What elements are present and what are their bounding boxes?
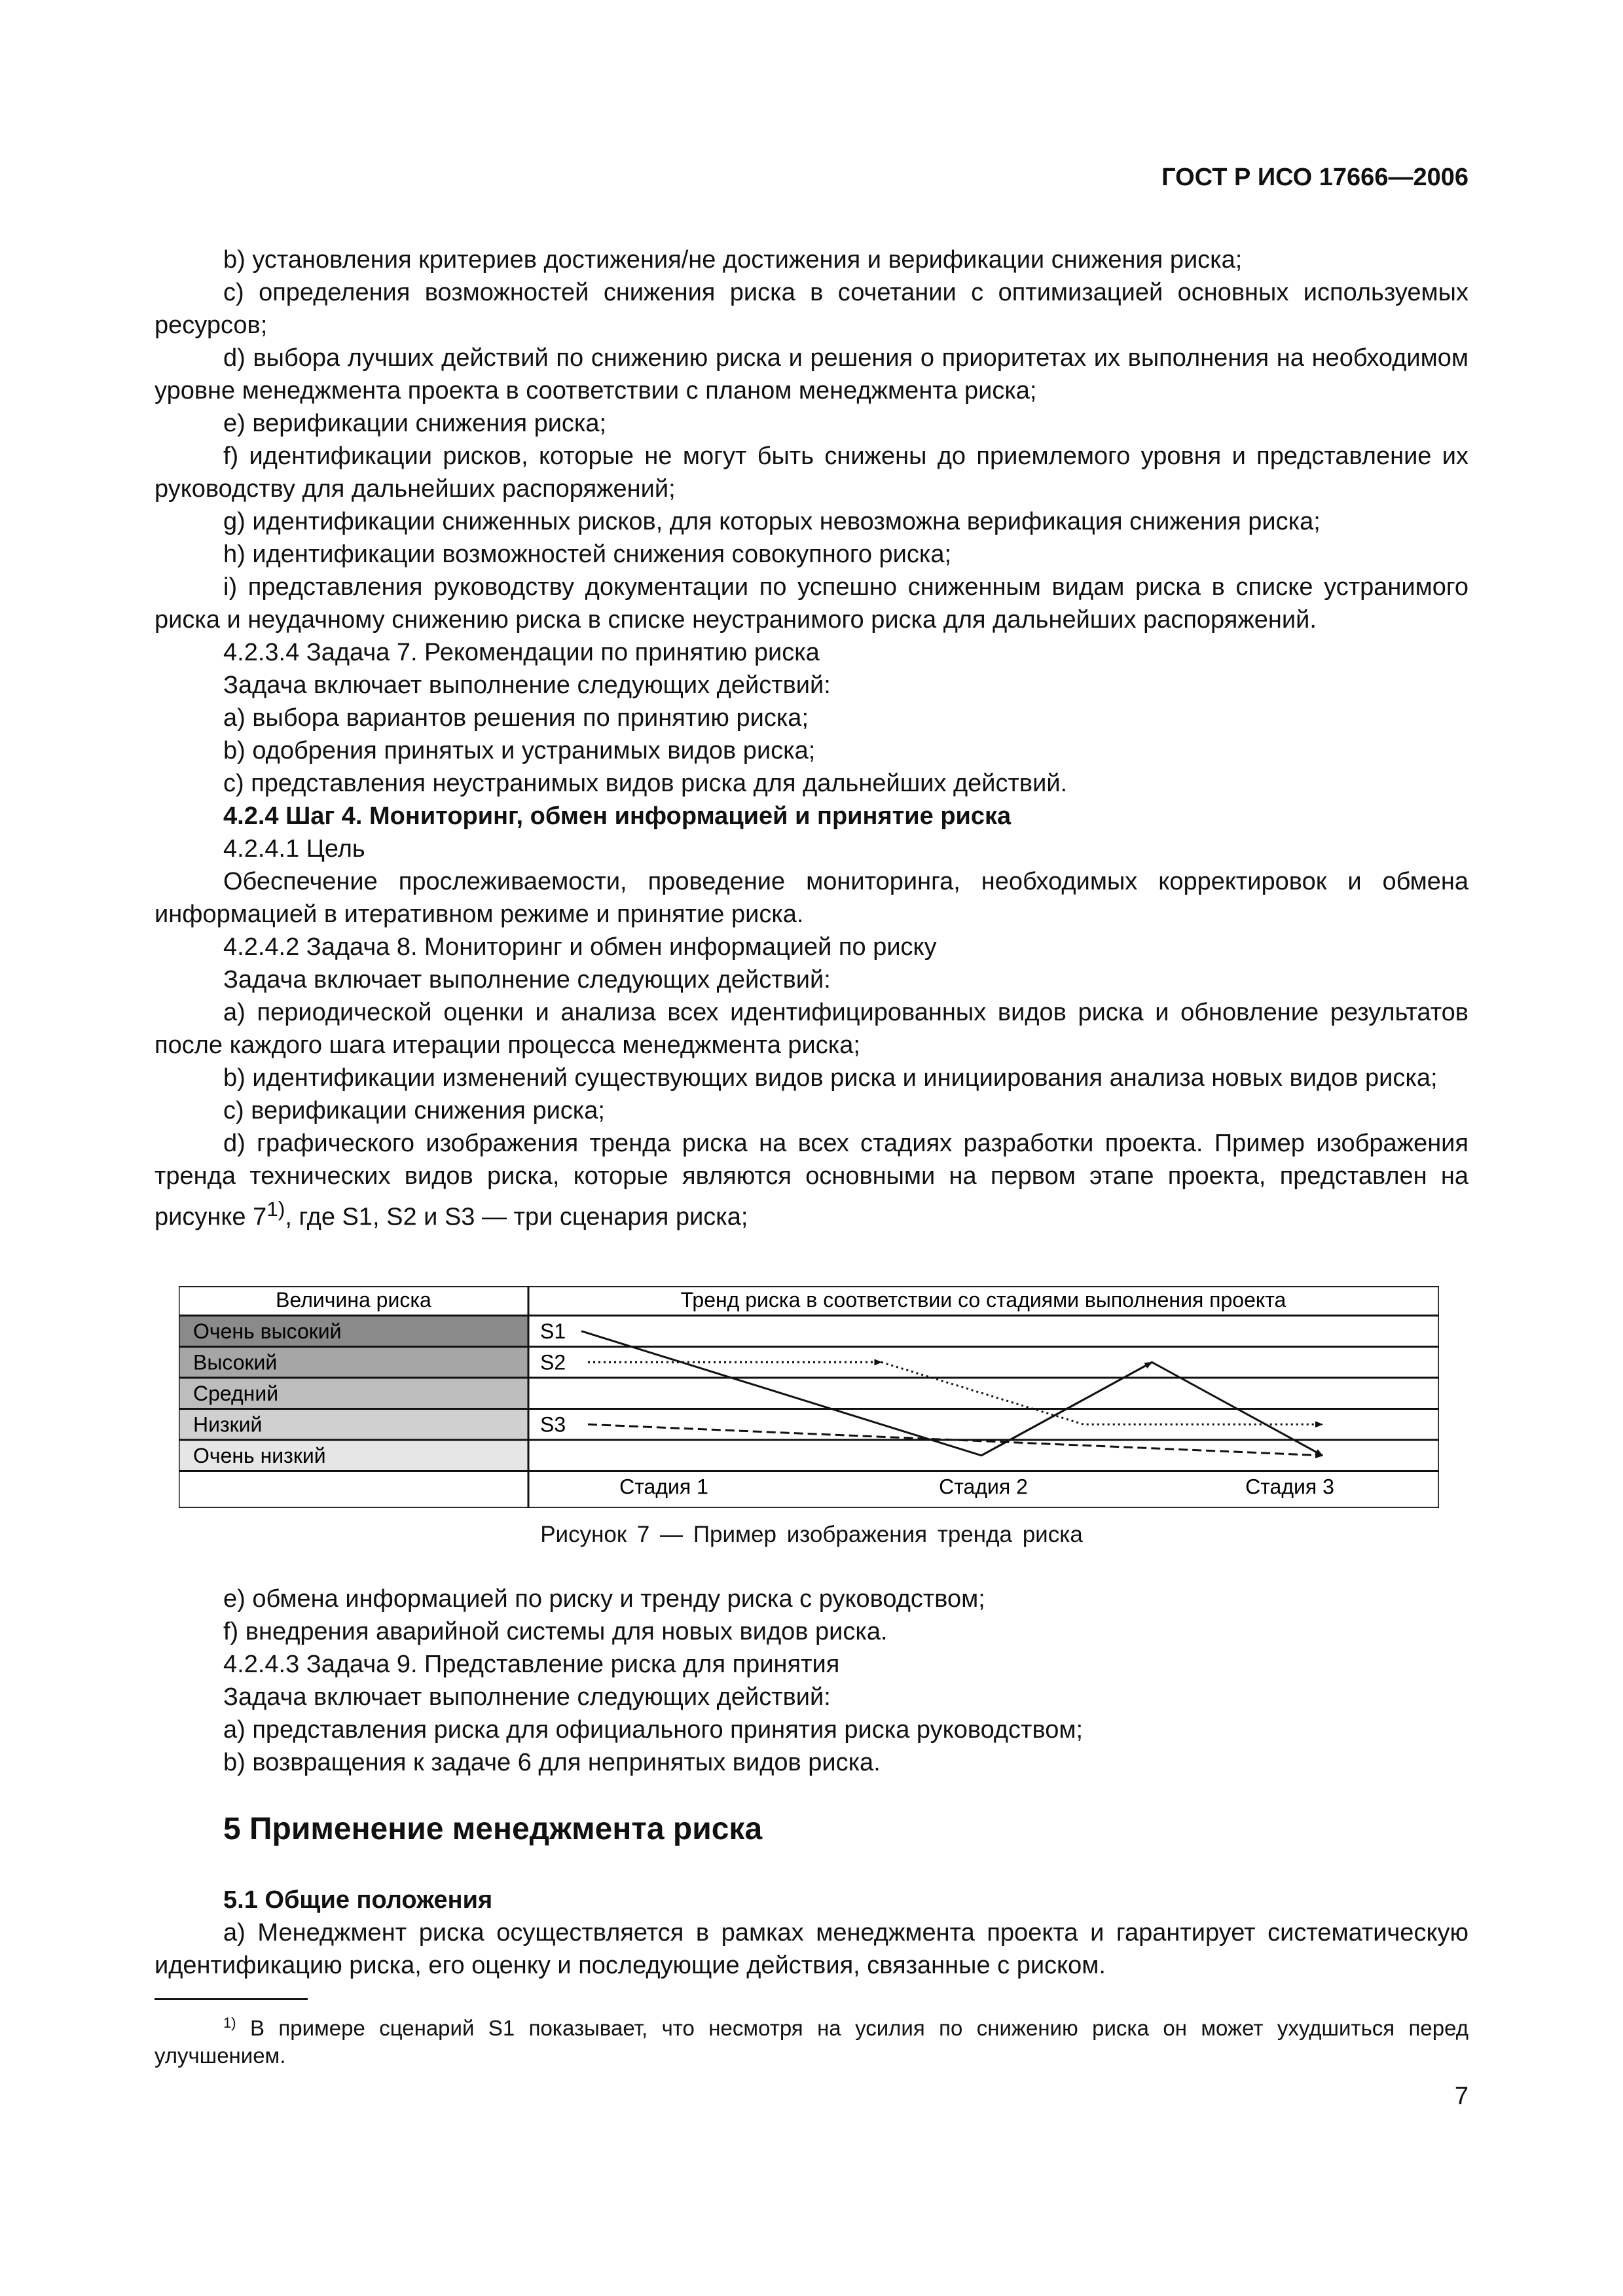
section-5-1-title: 5.1 Общие положения: [223, 1886, 493, 1914]
level-label: Очень низкий: [193, 1444, 326, 1467]
item-e-verification: e) верификации снижения риска;: [223, 410, 607, 437]
task-9-item-a: a) представления риска для официального принятия риска руководством;: [223, 1716, 1084, 1744]
task-8-intro: Задача включает выполнение следующих действий:: [223, 966, 831, 994]
item-i-documentation: i) представления руководству документации по успешно сниженным видам риска в списке устранимого риска и неудачному снижению риска в списке неустранимого риска для дальнейших распоряжений.: [155, 573, 1468, 634]
item-f-identification: f) идентификации рисков, которые не могут быть снижены до приемлемого уровня и представление их руководству для дальнейших распоряжений;: [155, 442, 1468, 503]
item-h-identification: h) идентификации возможностей снижения совокупного риска;: [223, 541, 952, 568]
task-8-item-f: f) внедрения аварийной системы для новых видов риска.: [223, 1618, 888, 1645]
task-9-item-b: b) возвращения к задаче 6 для непринятых видов риска.: [223, 1749, 881, 1776]
task-8-item-c: c) верификации снижения риска;: [223, 1097, 605, 1124]
task-9-intro: Задача включает выполнение следующих действий:: [223, 1683, 831, 1711]
task-7-heading: 4.2.3.4 Задача 7. Рекомендации по принятию риска: [223, 639, 820, 666]
section-5-1-para-a: a) Менеджмент риска осуществляется в рамках менеджмента проекта и гарантирует систематическую идентификацию риска, его оценку и последующие действия, связанные с риском.: [155, 1919, 1468, 1979]
footnote: [155, 2009, 1468, 2070]
task-8-item-d: [155, 1127, 1468, 1234]
footnote-text: В примере сценарий S1 показывает, что несмотря на усилия по снижению риска он может ухудшиться перед улучшением.: [155, 2016, 1468, 2068]
body-mid: [155, 1583, 1468, 1779]
col1-header: Величина риска: [276, 1288, 431, 1312]
item-d-best-actions: d) выбора лучших действий по снижению риска и решения о приоритетах их выполнения на необходимом уровне менеджмента проекта в соответствии с планом менеджмента риска;: [155, 344, 1468, 404]
item-c-possibilities: c) определения возможностей снижения риска в сочетании с оптимизацией основных используемых ресурсов;: [155, 279, 1468, 339]
scenario-label: S2: [540, 1350, 566, 1374]
page-number: 7: [1454, 2083, 1468, 2110]
task-8-item-e: e) обмена информацией по риску и тренду риска с руководством;: [223, 1585, 985, 1613]
item-d-text: d) графического изображения тренда риска на всех стадиях разработки проекта. Пример изображения тренда технических видов риска, которые являются основными на первом этапе проекта, представлен на рисунке 7: [155, 1130, 1468, 1231]
document-id: ГОСТ Р ИСО 17666—2006: [1161, 164, 1468, 191]
task-8-heading: 4.2.4.2 Задача 8. Мониторинг и обмен информацией по риску: [223, 933, 937, 961]
stage-label: Стадия 3: [1245, 1475, 1334, 1499]
scenario-label: S3: [540, 1412, 566, 1437]
task-7-intro: Задача включает выполнение следующих действий:: [223, 672, 831, 699]
goal-heading: 4.2.4.1 Цель: [223, 835, 365, 863]
footnote-ref[interactable]: 1): [266, 1197, 285, 1221]
task-7-item-b: b) одобрения принятых и устранимых видов риска;: [223, 737, 816, 764]
level-label: Средний: [193, 1382, 279, 1405]
task-7-item-c: c) представления неустранимых видов риска для дальнейших действий.: [223, 770, 1068, 797]
level-label: Очень высокий: [193, 1319, 342, 1343]
step-4-heading: 4.2.4 Шаг 4. Мониторинг, обмен информацией и принятие риска: [223, 802, 1012, 830]
risk-trend-figure: [179, 1286, 1439, 1508]
footnote-mark: 1): [223, 2015, 236, 2031]
section-5-title: 5 Применение менеджмента риска: [223, 1812, 763, 1846]
body-top: [155, 243, 1468, 1234]
stage-label: Стадия 1: [619, 1475, 708, 1499]
item-b-criteria: b) установления критериев достижения/не достижения и верификации снижения риска;: [223, 246, 1243, 274]
col2-header: Тренд риска в соответствии со стадиями выполнения проекта: [680, 1288, 1286, 1312]
item-g-identification: g) идентификации сниженных рисков, для которых невозможна верификация снижения риска;: [223, 508, 1321, 535]
stage-label: Стадия 2: [939, 1475, 1028, 1499]
figure-caption: Рисунок 7 — Пример изображения тренда риска: [540, 1522, 1083, 1547]
task-9-heading: 4.2.4.3 Задача 9. Представление риска для принятия: [223, 1651, 840, 1678]
level-label: Высокий: [193, 1350, 278, 1374]
footnote-separator: [155, 1998, 308, 2000]
level-label: Низкий: [193, 1412, 263, 1437]
item-d-text-end: , где S1, S2 и S3 — три сценария риска;: [285, 1203, 748, 1231]
goal-text: Обеспечение прослеживаемости, проведение мониторинга, необходимых корректировок и обмена информацией в итеративном режиме и принятие риска.: [155, 868, 1468, 928]
section-5-body: [155, 1884, 1468, 1982]
scenario-label: S1: [540, 1319, 566, 1343]
task-8-item-a: a) периодической оценки и анализа всех идентифицированных видов риска и обновление результатов после каждого шага итерации процесса менеджмента риска;: [155, 999, 1468, 1059]
task-7-item-a: a) выбора вариантов решения по принятию риска;: [223, 704, 809, 732]
task-8-item-b: b) идентификации изменений существующих видов риска и инициирования анализа новых видов риска;: [223, 1064, 1438, 1092]
